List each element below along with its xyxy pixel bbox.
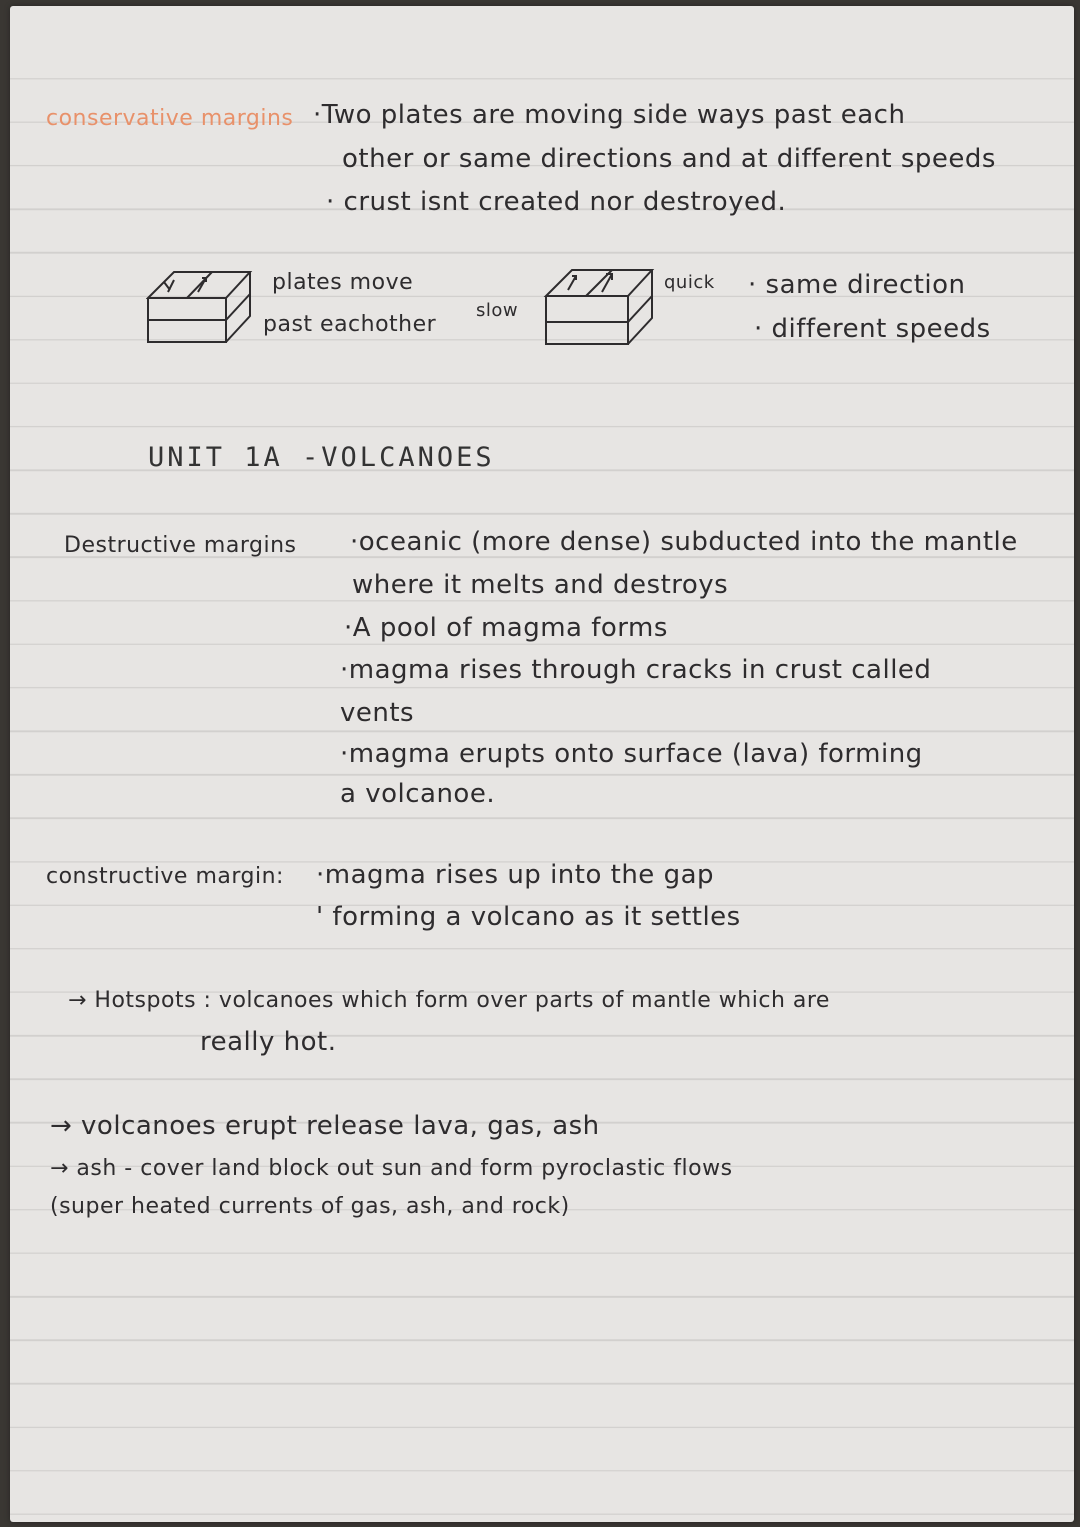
diagram-label-plates-move: plates move <box>272 270 414 295</box>
destructive-line-4: ·magma rises through cracks in crust called <box>340 655 932 685</box>
destructive-line-3: ·A pool of magma forms <box>344 613 668 643</box>
diagram-label-past-eachother: past eachother <box>263 312 437 337</box>
plate-block-diagram-right <box>540 264 660 350</box>
conservative-line-1: ·Two plates are moving side ways past each <box>313 100 906 130</box>
constructive-line-1: ·magma rises up into the gap <box>316 860 715 890</box>
hotspots-line-1: → Hotspots : volcanoes which form over parts of mantle which are <box>68 988 830 1013</box>
destructive-line-6: ·magma erupts onto surface (lava) forming <box>340 739 923 769</box>
destructive-margins-title: Destructive margins <box>64 533 297 558</box>
unit-heading: UNIT 1A -VOLCANOES <box>148 442 495 473</box>
destructive-line-1: ·oceanic (more dense) subducted into the mantle <box>350 527 1018 557</box>
constructive-line-2: ' forming a volcano as it settles <box>316 902 741 932</box>
plate-block-diagram-left <box>146 268 256 348</box>
diagram-note-different-speeds: · different speeds <box>754 314 991 344</box>
eruption-line-1: → volcanoes erupt release lava, gas, ash <box>50 1111 600 1141</box>
conservative-line-3: · crust isnt created nor destroyed. <box>326 187 787 217</box>
diagram-label-slow: slow <box>476 300 519 321</box>
conservative-margins-title: conservative margins <box>46 106 294 131</box>
conservative-line-2: other or same directions and at different speeds <box>342 144 996 174</box>
constructive-margin-title: constructive margin: <box>46 864 284 889</box>
destructive-line-2: where it melts and destroys <box>352 570 729 600</box>
eruption-line-3: (super heated currents of gas, ash, and rock) <box>50 1194 570 1219</box>
notebook-page <box>10 6 1074 1522</box>
destructive-line-5: vents <box>340 698 415 728</box>
hotspots-line-2: really hot. <box>200 1027 337 1057</box>
diagram-note-same-direction: · same direction <box>748 270 966 300</box>
destructive-line-7: a volcanoe. <box>340 779 496 809</box>
eruption-line-2: → ash - cover land block out sun and form pyroclastic flows <box>50 1156 733 1181</box>
diagram-label-quick: quick <box>664 272 715 293</box>
